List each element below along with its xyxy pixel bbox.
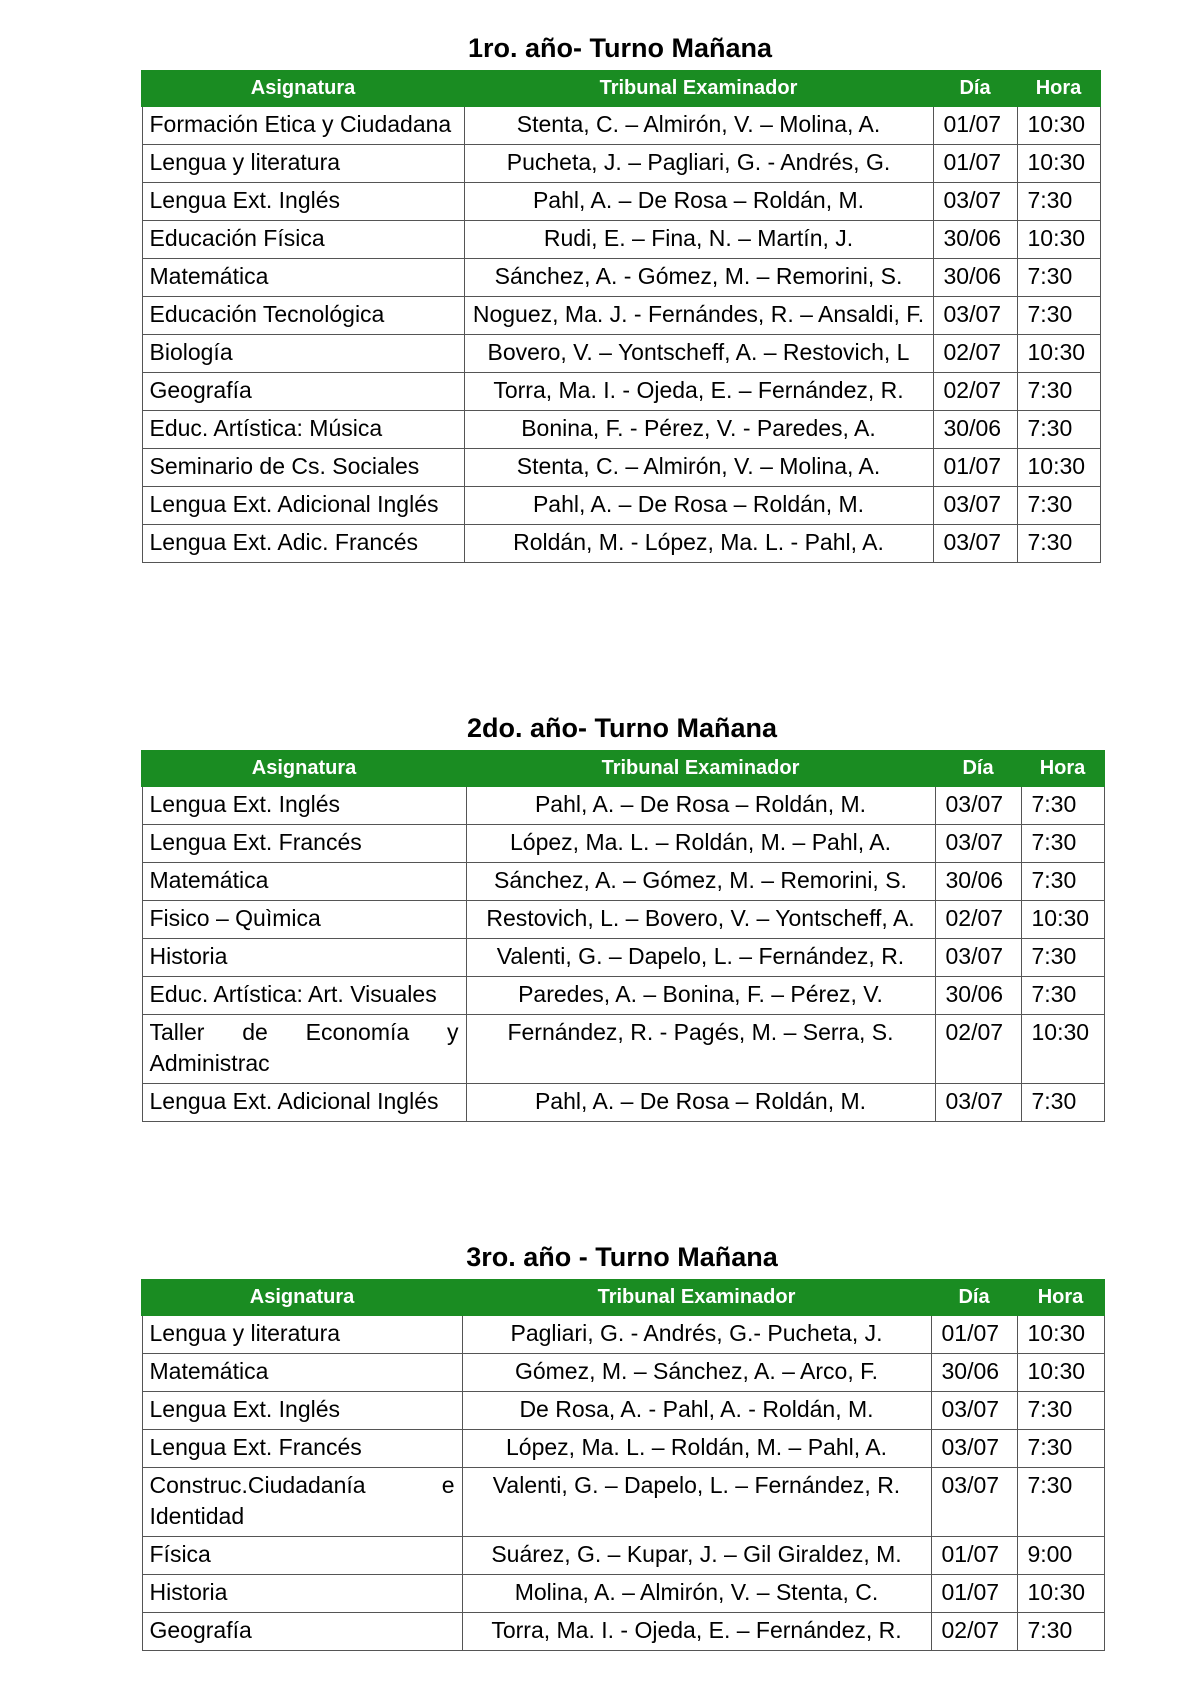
subject-cell: Formación Etica y Ciudadana: [142, 106, 464, 145]
table-row: [142, 1392, 1104, 1430]
table-row: [142, 1613, 1104, 1651]
hour-cell: 10:30: [1017, 221, 1100, 259]
day-cell: 03/07: [933, 297, 1017, 335]
day-cell: 03/07: [933, 525, 1017, 563]
subject-cell: Lengua Ext. Adic. Francés: [142, 525, 464, 563]
header-tribunal: Tribunal Examinador: [466, 751, 935, 786]
header-day: Día: [933, 71, 1017, 106]
table-row: [142, 901, 1104, 939]
table-row: [142, 411, 1100, 449]
tribunal-cell: Noguez, Ma. J. - Fernándes, R. – Ansaldi, F.: [464, 297, 933, 335]
day-cell: 03/07: [935, 1084, 1021, 1122]
subject-cell: Historia: [142, 939, 466, 977]
tribunal-cell: Pahl, A. – De Rosa – Roldán, M.: [466, 1084, 935, 1122]
table-row: [142, 221, 1100, 259]
table-row: [142, 183, 1100, 221]
day-cell: 03/07: [935, 825, 1021, 863]
subject-cell: Matemática: [142, 863, 466, 901]
hour-cell: 7:30: [1017, 1468, 1104, 1537]
subject-cell: Educación Física: [142, 221, 464, 259]
day-cell: 02/07: [931, 1613, 1017, 1651]
hour-cell: 7:30: [1017, 487, 1100, 525]
subject-cell: Lengua Ext. Francés: [142, 1430, 462, 1468]
tribunal-cell: Molina, A. – Almirón, V. – Stenta, C.: [462, 1575, 931, 1613]
hour-cell: 10:30: [1021, 1015, 1104, 1084]
subject-cell: Lengua Ext. Inglés: [142, 1392, 462, 1430]
subject-cell: Educ. Artística: Art. Visuales: [142, 977, 466, 1015]
subject-cell: Geografía: [142, 1613, 462, 1651]
hour-cell: 7:30: [1017, 1430, 1104, 1468]
tribunal-cell: Pahl, A. – De Rosa – Roldán, M.: [466, 786, 935, 825]
tribunal-cell: Bovero, V. – Yontscheff, A. – Restovich, L: [464, 335, 933, 373]
header-subject: Asignatura: [142, 71, 464, 106]
day-cell: 02/07: [935, 1015, 1021, 1084]
header-day: Día: [935, 751, 1021, 786]
day-cell: 03/07: [935, 786, 1021, 825]
tribunal-cell: Pahl, A. – De Rosa – Roldán, M.: [464, 183, 933, 221]
day-cell: 03/07: [935, 939, 1021, 977]
tribunal-cell: Restovich, L. – Bovero, V. – Yontscheff, A.: [466, 901, 935, 939]
day-cell: 02/07: [933, 373, 1017, 411]
hour-cell: 7:30: [1017, 1392, 1104, 1430]
subject-cell: Matemática: [142, 1354, 462, 1392]
day-cell: 02/07: [935, 901, 1021, 939]
hour-cell: 10:30: [1021, 901, 1104, 939]
exam-table: [141, 1279, 1105, 1651]
subject-cell: Seminario de Cs. Sociales: [142, 449, 464, 487]
exam-table: [141, 750, 1105, 1122]
table-header-row: [142, 71, 1100, 106]
table-row: [142, 939, 1104, 977]
table-row: [142, 1015, 1104, 1084]
table-row: [142, 1468, 1104, 1537]
tribunal-cell: Torra, Ma. I. - Ojeda, E. – Fernández, R.: [464, 373, 933, 411]
tribunal-cell: Pucheta, J. – Pagliari, G. - Andrés, G.: [464, 145, 933, 183]
tribunal-cell: Pahl, A. – De Rosa – Roldán, M.: [464, 487, 933, 525]
day-cell: 30/06: [935, 863, 1021, 901]
day-cell: 01/07: [933, 449, 1017, 487]
day-cell: 03/07: [931, 1392, 1017, 1430]
hour-cell: 7:30: [1021, 786, 1104, 825]
hour-cell: 10:30: [1017, 449, 1100, 487]
hour-cell: 7:30: [1017, 1613, 1104, 1651]
table-row: [142, 977, 1104, 1015]
tribunal-cell: López, Ma. L. – Roldán, M. – Pahl, A.: [462, 1430, 931, 1468]
table-row: [142, 1430, 1104, 1468]
subject-cell: Lengua y literatura: [142, 145, 464, 183]
subject-cell: Construc.Ciudadanía e Identidad: [142, 1468, 462, 1537]
day-cell: 01/07: [933, 145, 1017, 183]
tribunal-cell: López, Ma. L. – Roldán, M. – Pahl, A.: [466, 825, 935, 863]
header-day: Día: [931, 1280, 1017, 1315]
subject-cell: Lengua Ext. Adicional Inglés: [142, 1084, 466, 1122]
hour-cell: 9:00: [1017, 1537, 1104, 1575]
table-row: [142, 525, 1100, 563]
table-header-row: [142, 1280, 1104, 1315]
hour-cell: 7:30: [1017, 259, 1100, 297]
tribunal-cell: Valenti, G. – Dapelo, L. – Fernández, R.: [462, 1468, 931, 1537]
hour-cell: 7:30: [1021, 825, 1104, 863]
tribunal-cell: Gómez, M. – Sánchez, A. – Arco, F.: [462, 1354, 931, 1392]
subject-cell: Lengua Ext. Francés: [142, 825, 466, 863]
hour-cell: 7:30: [1017, 183, 1100, 221]
table-row: [142, 825, 1104, 863]
subject-cell: Lengua Ext. Adicional Inglés: [142, 487, 464, 525]
tribunal-cell: Bonina, F. - Pérez, V. - Paredes, A.: [464, 411, 933, 449]
subject-cell: Taller de Economía y Administrac: [142, 1015, 466, 1084]
tribunal-cell: Pagliari, G. - Andrés, G.- Pucheta, J.: [462, 1315, 931, 1354]
table-row: [142, 259, 1100, 297]
day-cell: 30/06: [933, 221, 1017, 259]
subject-cell: Lengua Ext. Inglés: [142, 786, 466, 825]
hour-cell: 10:30: [1017, 335, 1100, 373]
hour-cell: 7:30: [1021, 977, 1104, 1015]
tribunal-cell: Torra, Ma. I. - Ojeda, E. – Fernández, R.: [462, 1613, 931, 1651]
subject-cell: Educación Tecnológica: [142, 297, 464, 335]
tribunal-cell: Fernández, R. - Pagés, M. – Serra, S.: [466, 1015, 935, 1084]
table-row: [142, 373, 1100, 411]
hour-cell: 7:30: [1017, 525, 1100, 563]
table-row: [142, 297, 1100, 335]
section-title: 2do. año- Turno Mañana: [467, 713, 777, 743]
day-cell: 03/07: [933, 487, 1017, 525]
table-row: [142, 1315, 1104, 1354]
hour-cell: 10:30: [1017, 1315, 1104, 1354]
hour-cell: 7:30: [1021, 1084, 1104, 1122]
day-cell: 01/07: [931, 1537, 1017, 1575]
table-row: [142, 145, 1100, 183]
tribunal-cell: Stenta, C. – Almirón, V. – Molina, A.: [464, 449, 933, 487]
subject-cell: Matemática: [142, 259, 464, 297]
hour-cell: 7:30: [1017, 297, 1100, 335]
hour-cell: 7:30: [1021, 939, 1104, 977]
tribunal-cell: Roldán, M. - López, Ma. L. - Pahl, A.: [464, 525, 933, 563]
table-row: [142, 1354, 1104, 1392]
day-cell: 01/07: [931, 1315, 1017, 1354]
day-cell: 30/06: [931, 1354, 1017, 1392]
hour-cell: 10:30: [1017, 1354, 1104, 1392]
hour-cell: 10:30: [1017, 1575, 1104, 1613]
subject-cell: Geografía: [142, 373, 464, 411]
subject-cell: Lengua Ext. Inglés: [142, 183, 464, 221]
tribunal-cell: Stenta, C. – Almirón, V. – Molina, A.: [464, 106, 933, 145]
tribunal-cell: Sánchez, A. - Gómez, M. – Remorini, S.: [464, 259, 933, 297]
table-row: [142, 786, 1104, 825]
hour-cell: 7:30: [1017, 411, 1100, 449]
table-row: [142, 106, 1100, 145]
table-row: [142, 1575, 1104, 1613]
tribunal-cell: Suárez, G. – Kupar, J. – Gil Giraldez, M.: [462, 1537, 931, 1575]
day-cell: 03/07: [933, 183, 1017, 221]
header-subject: Asignatura: [142, 751, 466, 786]
tribunal-cell: De Rosa, A. - Pahl, A. - Roldán, M.: [462, 1392, 931, 1430]
section-title: 3ro. año - Turno Mañana: [466, 1242, 778, 1272]
tribunal-cell: Valenti, G. – Dapelo, L. – Fernández, R.: [466, 939, 935, 977]
subject-cell: Lengua y literatura: [142, 1315, 462, 1354]
header-hour: Hora: [1017, 71, 1100, 106]
table-row: [142, 1537, 1104, 1575]
hour-cell: 10:30: [1017, 106, 1100, 145]
table-row: [142, 449, 1100, 487]
subject-cell: Biología: [142, 335, 464, 373]
header-subject: Asignatura: [142, 1280, 462, 1315]
table-row: [142, 487, 1100, 525]
table-row: [142, 335, 1100, 373]
section-title: 1ro. año- Turno Mañana: [467, 33, 772, 63]
hour-cell: 7:30: [1017, 373, 1100, 411]
subject-cell: Historia: [142, 1575, 462, 1613]
header-tribunal: Tribunal Examinador: [464, 71, 933, 106]
day-cell: 02/07: [933, 335, 1017, 373]
tribunal-cell: Sánchez, A. – Gómez, M. – Remorini, S.: [466, 863, 935, 901]
day-cell: 01/07: [933, 106, 1017, 145]
table-row: [142, 863, 1104, 901]
day-cell: 03/07: [931, 1430, 1017, 1468]
table-row: [142, 1084, 1104, 1122]
day-cell: 30/06: [933, 259, 1017, 297]
hour-cell: 10:30: [1017, 145, 1100, 183]
day-cell: 03/07: [931, 1468, 1017, 1537]
subject-cell: Física: [142, 1537, 462, 1575]
subject-cell: Educ. Artística: Música: [142, 411, 464, 449]
tribunal-cell: Rudi, E. – Fina, N. – Martín, J.: [464, 221, 933, 259]
hour-cell: 7:30: [1021, 863, 1104, 901]
header-hour: Hora: [1017, 1280, 1104, 1315]
tribunal-cell: Paredes, A. – Bonina, F. – Pérez, V.: [466, 977, 935, 1015]
exam-table: [141, 70, 1101, 563]
subject-cell: Fisico – Quìmica: [142, 901, 466, 939]
table-header-row: [142, 751, 1104, 786]
header-hour: Hora: [1021, 751, 1104, 786]
day-cell: 01/07: [931, 1575, 1017, 1613]
header-tribunal: Tribunal Examinador: [462, 1280, 931, 1315]
day-cell: 30/06: [933, 411, 1017, 449]
day-cell: 30/06: [935, 977, 1021, 1015]
